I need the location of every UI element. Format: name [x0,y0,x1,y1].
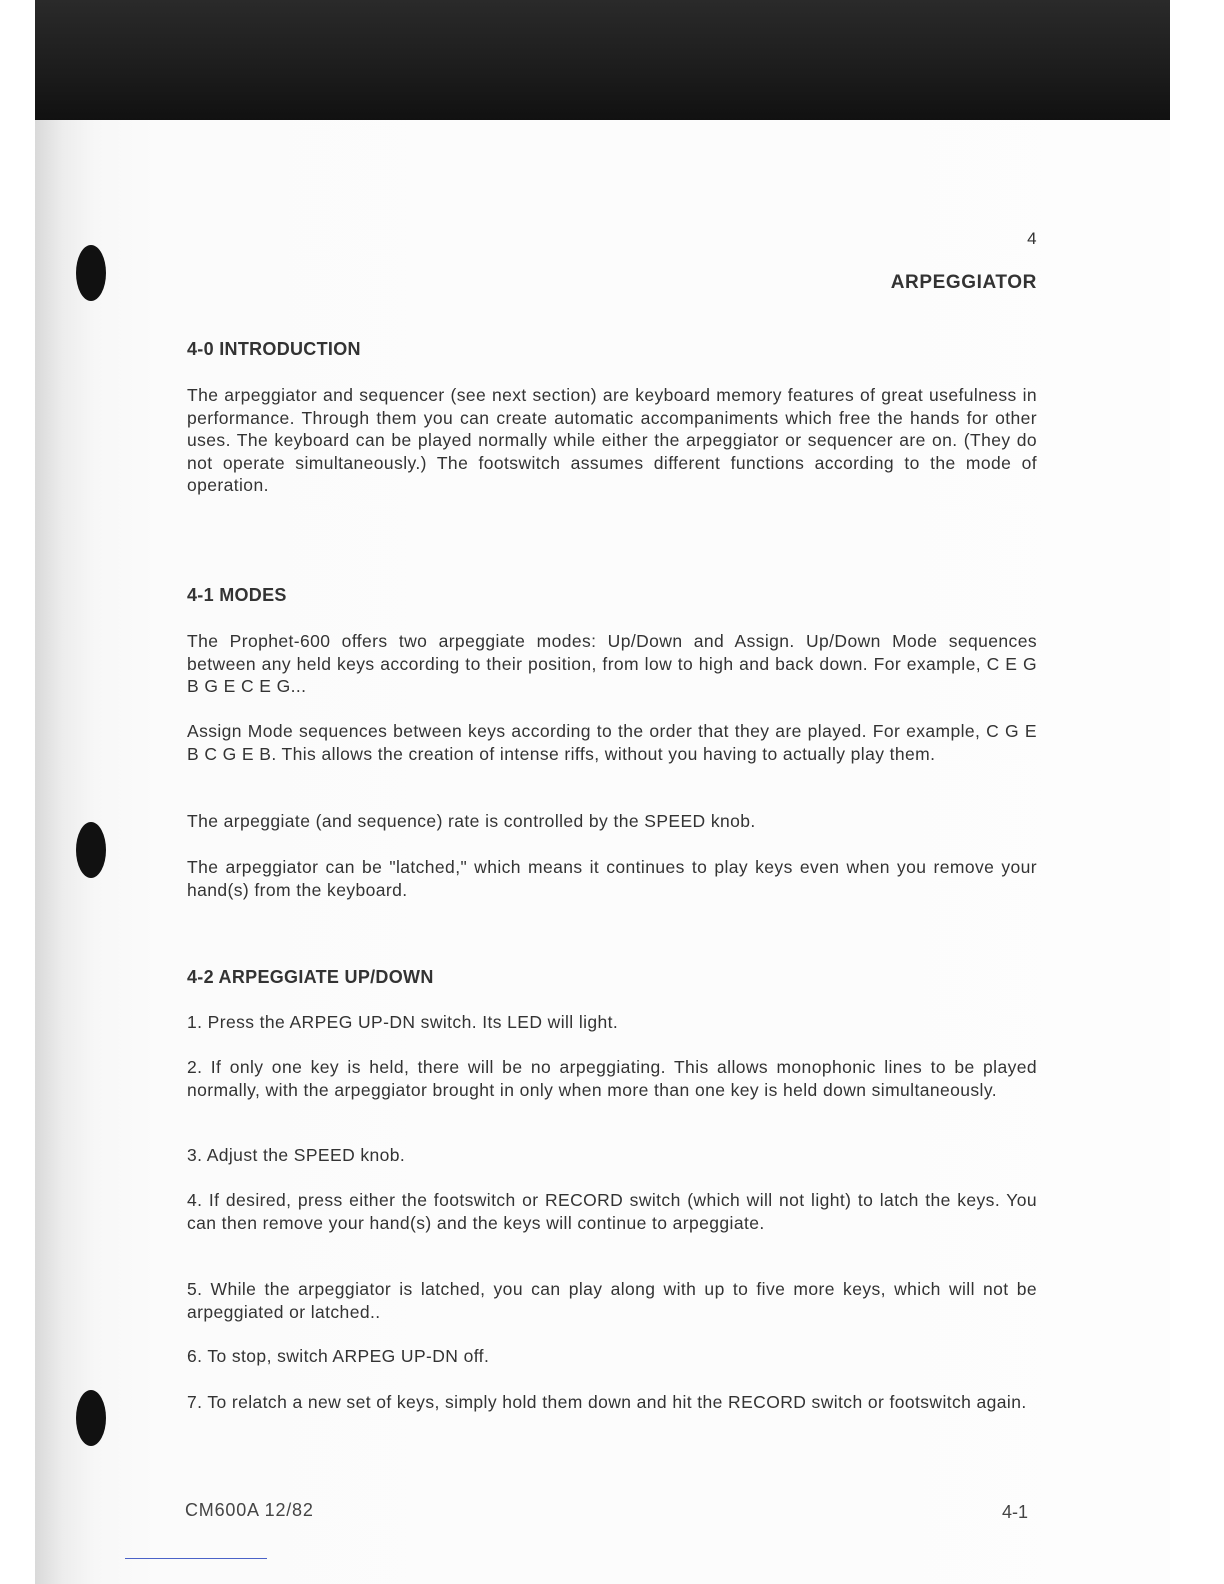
paragraph-modes-assign: Assign Mode sequences between keys according to the order that they are played. For example, C G E B C G E B. This allows the creation of intense riffs, without you having to actually play them. [187,721,1037,764]
chapter-number: 4 [1027,229,1037,248]
step-6: 6. To stop, switch ARPEG UP-DN off. [187,1346,490,1366]
binder-hole-bottom [76,1390,106,1446]
paragraph-modes-speed: The arpeggiate (and sequence) rate is controlled by the SPEED knob. [187,811,756,831]
section-heading-introduction: 4-0 INTRODUCTION [187,339,361,359]
scan-top-shadow [35,0,1175,120]
step-5: 5. While the arpeggiator is latched, you can play along with up to five more keys, which will not be arpeggiated or latched.. [187,1279,1037,1322]
scan-left-margin [0,0,35,1584]
footer-document-code: CM600A 12/82 [185,1500,314,1520]
step-1: 1. Press the ARPEG UP-DN switch. Its LED will light. [187,1012,619,1032]
binder-hole-middle [76,822,106,878]
step-2: 2. If only one key is held, there will be no arpeggiating. This allows monophonic lines to be played normally, with the arpeggiator brought in only when more than one key is held down simultaneously. [187,1057,1037,1100]
footer-page-number: 4-1 [1002,1502,1029,1522]
section-heading-arpeggiate-updown: 4-2 ARPEGGIATE UP/DOWN [187,967,434,987]
paragraph-modes-updown: The Prophet-600 offers two arpeggiate modes: Up/Down and Assign. Up/Down Mode sequences between any held keys according to their position, from low to high and back down. For example, C E G B G E C E G... [187,631,1037,696]
footer-rule [125,1558,267,1559]
paragraph-modes-latch: The arpeggiator can be "latched," which means it continues to play keys even when you remove your hand(s) from the keyboard. [187,857,1037,900]
paragraph-introduction: The arpeggiator and sequencer (see next section) are keyboard memory features of great usefulness in performance. Through them you can create automatic accompaniments which free the hands for other uses. The keyboard can be played normally while either the arpeggiator or sequencer are on. (They do not operate simultaneously.) The footswitch assumes different functions according to the mode of operation. [187,385,1037,495]
binder-hole-top [76,245,106,301]
step-3: 3. Adjust the SPEED knob. [187,1145,406,1165]
chapter-title: ARPEGGIATOR [890,272,1037,293]
step-7: 7. To relatch a new set of keys, simply hold them down and hit the RECORD switch or footswitch again. [187,1392,1027,1412]
section-heading-modes: 4-1 MODES [187,585,287,605]
scan-right-margin [1170,0,1224,1584]
step-4: 4. If desired, press either the footswitch or RECORD switch (which will not light) to latch the keys. You can then remove your hand(s) and the keys will continue to arpeggiate. [187,1190,1037,1233]
